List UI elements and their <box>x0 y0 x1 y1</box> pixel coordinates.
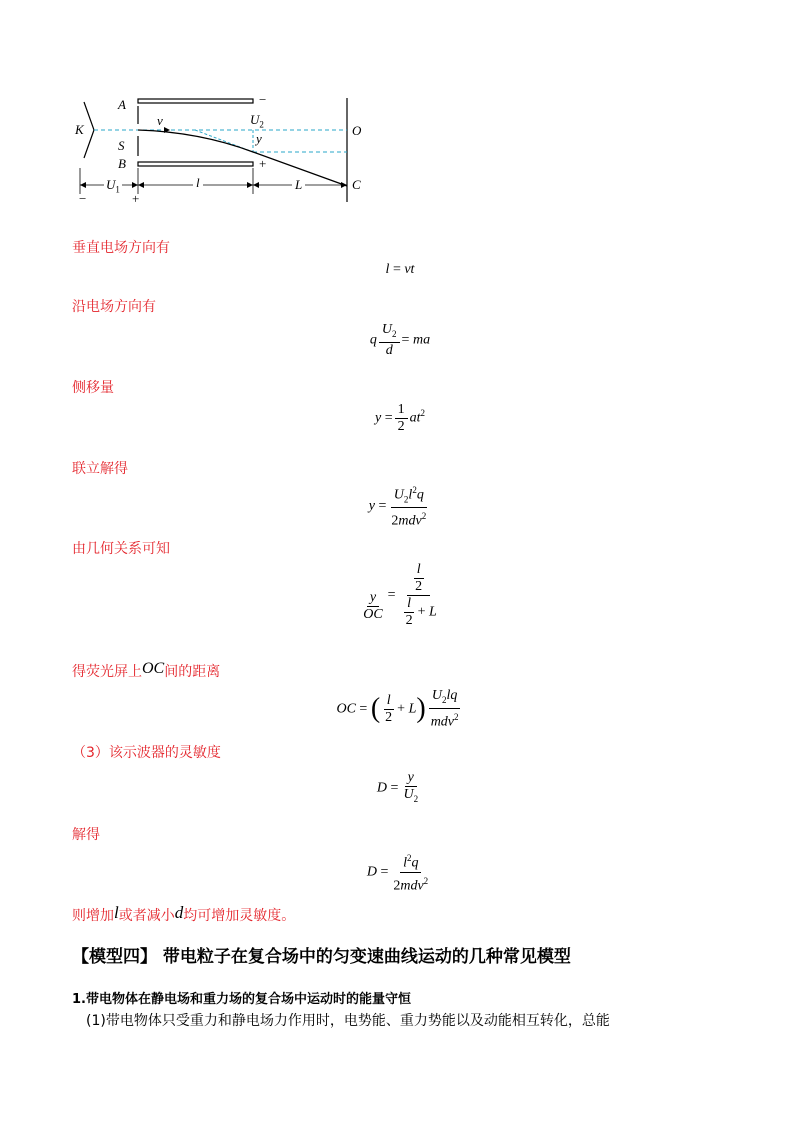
label-plus-right: + <box>259 156 267 171</box>
step-label: 沿电场方向有 <box>72 299 156 315</box>
equation-oc: OC = ( $\frac{l}{2}$ + L) $\frac{U_2lq}{mdv^2}$ <box>336 688 459 730</box>
label-b: B <box>118 156 126 171</box>
section-text: (1)带电物体只受重力和静电场力作用时，电势能、重力势能以及动能相互转化，总能 <box>86 1013 610 1029</box>
step-label: 联立解得 <box>72 461 128 477</box>
equation-geometry: $\frac{y}{OC}$ = $\frac{l}{2}$ $\frac{l}{2}$ + L <box>363 562 437 628</box>
label-minus-top: − <box>259 92 267 107</box>
step-label: （3）该示波器的灵敏度 <box>72 745 221 761</box>
label-u2: $U_2$ <box>250 112 264 130</box>
label-a: A <box>118 97 126 112</box>
cathode-k-shape <box>84 102 94 158</box>
label-plus-bottom: + <box>132 191 140 206</box>
label-v: v <box>157 113 163 128</box>
step-label: 解得 <box>72 827 100 843</box>
trajectory <box>138 130 347 186</box>
label-y: y <box>256 131 262 146</box>
step-label: 侧移量 <box>72 380 114 396</box>
conclusion: 则增加l或者减小d均可增加灵敏度。 <box>72 903 296 924</box>
equation-sensitivity-result: D = $\frac{l^2q}{2mdv^2}$ <box>0 850 800 894</box>
label-l-small: l <box>193 175 203 191</box>
equation-displacement: y = $\frac{1}{2}$ $at^2$ <box>374 402 425 434</box>
plate-a <box>138 99 253 103</box>
step-label: 得荧光屏上OC间的距离 <box>72 660 221 680</box>
equation-sensitivity-def: D = $\frac{y}{U_2}$ <box>376 770 419 804</box>
label-l-large: L <box>292 177 305 193</box>
equation-force: q $\frac{U_2}{d}$ = ma <box>369 322 431 358</box>
step-label: 由几何关系可知 <box>72 541 170 557</box>
label-o: O <box>352 123 362 138</box>
label-k: K <box>75 122 84 137</box>
equation-y-solved: y = $\frac{U_2l^2q}{2mdv^2}$ <box>0 482 800 530</box>
label-c: C <box>352 177 361 192</box>
label-u1: $U_1$ <box>106 177 120 195</box>
plate-b <box>138 162 253 166</box>
step-label: 垂直电场方向有 <box>72 240 170 256</box>
label-s: S <box>118 138 125 153</box>
model-heading: 【模型四】 带电粒子在复合场中的匀变速曲线运动的几种常见模型 <box>72 947 571 967</box>
label-minus-bottom: − <box>79 191 87 206</box>
equation-l-vt: l = vt <box>385 262 415 277</box>
section-title: 1.带电物体在静电场和重力场的复合场中运动时的能量守恒 <box>72 992 411 1007</box>
